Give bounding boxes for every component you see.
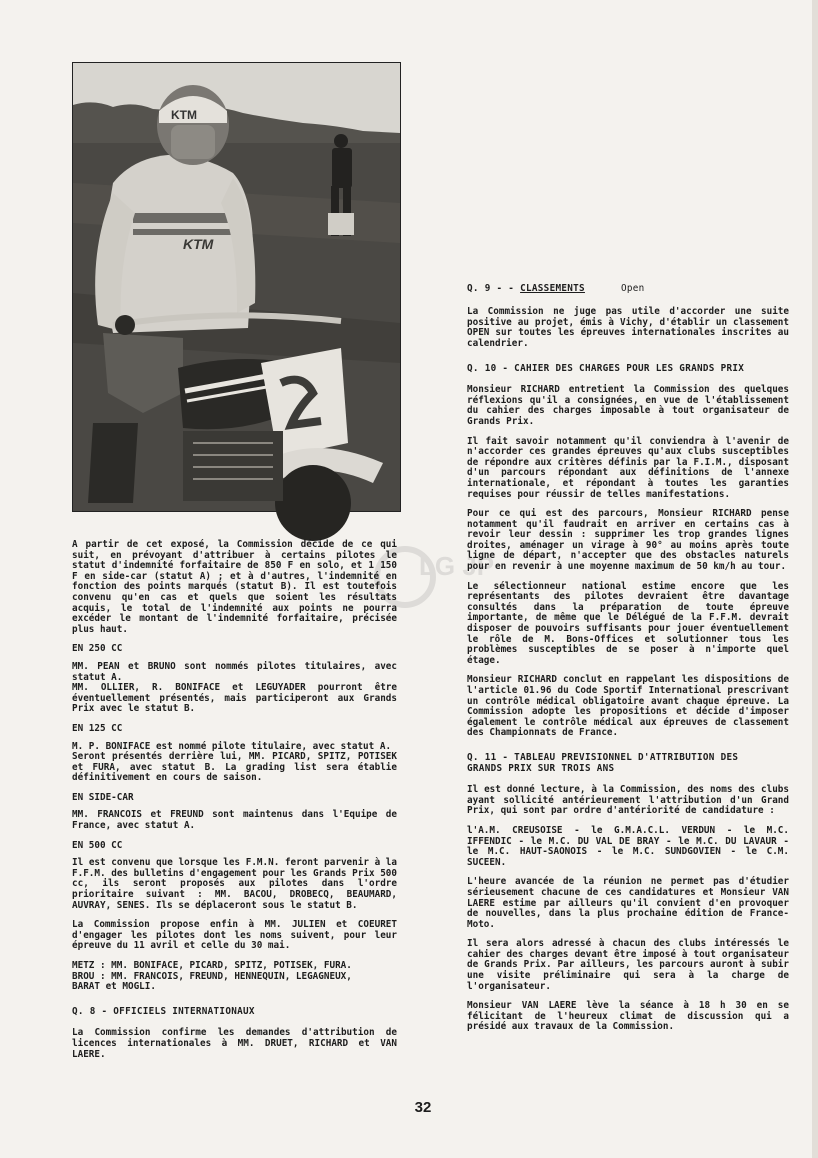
helmet-logo: KTM [171, 108, 197, 122]
q8-heading: Q. 8 - OFFICIELS INTERNATIONAUX [72, 1005, 255, 1017]
intro-paragraph: A partir de cet exposé, la Commission décide de ce qui suit, en prévoyant d'attribuer à certains pilotes le statut d'indemnité forfaitaire de 850 F en solo, et 1 150 F en side-car (statut A) ; et à d'autres, l'indemnité en fonction des points marqués (statut B). Il est toutefois convenu qu'en cas et quels que soient les résultats acquis, le total de l'indemnité aux points ne pourra excéder le montant de l'indemnité forfaitaire, précisée plus haut. [72, 539, 397, 635]
en125-paragraph: M. P. BONIFACE est nommé pilote titulaire, avec statut A. Seront présentés derrière lui, MM. PICARD, SPITZ, POTISEK et FURA, avec statut B. La grading list sera établie définitivement en cours de saison. [72, 740, 397, 784]
en500-heading: EN 500 CC [72, 839, 123, 851]
q10-paragraph-5: Monsieur RICHARD conclut en rappelant les dispositions de l'article 01.96 du Code Sportif International prescrivant un contrôle médical obligatoire avant chaque épreuve. La Commission adopte les propositions et décide d'imposer également le contrôle médical aux épreuves de classement des Championnats de France. [467, 674, 789, 739]
q11-paragraph-1: Il est donné lecture, à la Commission, des noms des clubs ayant sollicité antérieurement l'attribution d'un Grand Prix, qui sont par ordre d'antériorité de candidature : [467, 784, 789, 817]
q11-paragraph-3: L'heure avancée de la réunion ne permet pas d'étudier sérieusement chacune de ces candidatures et Monsieur VAN LAERE estime par ailleurs qu'il convient d'en provoquer de nouvelles, dans la plus prochaine édition de France-Moto. [467, 876, 789, 930]
page-number: 32 [414, 1099, 432, 1116]
q11-paragraph-4: Il sera alors adressé à chacun des clubs intéressés le cahier des charges devant être imposé à tout organisateur de Grands Prix. Par ailleurs, les parcours auront à subir une visite préliminaire qui sera à la charge de l'organisateur. [467, 938, 789, 992]
q10-paragraph-4: Le sélectionneur national estime encore que les représentants des pilotes devraient être davantage consultés dans la préparation de toute épreuve importante, de même que le Délégué de la F.F.M. devrait disposer de pouvoirs suffisants pour jouer éventuellement le rôle de M. Bons-Offices et solutionner tous les problèmes susceptibles de se poser à n'importe quel étage. [467, 580, 789, 666]
q10-paragraph-2: Il fait savoir notamment qu'il conviendra à l'avenir de n'accorder ces grandes épreuves qu'aux clubs susceptibles de répondre aux critères définis par la F.I.M., disposant d'un parcours répondant aux définitions de l'annexe internationale, et répondant à toutes les garanties requises pour réussir de telles manifestations. [467, 435, 789, 500]
q10-heading: Q. 10 - CAHIER DES CHARGES POUR LES GRANDS PRIX [467, 362, 745, 374]
jersey-logo: KTM [183, 236, 214, 252]
watermark-text: LG JP [419, 551, 495, 581]
q9-prefix: Q. 9 - - [467, 282, 521, 294]
julien-paragraph: La Commission propose enfin à MM. JULIEN et COEURET d'engager les pilotes dont les noms suivent, pour leur épreuve du 11 avril et celle du 30 mai. [72, 919, 397, 952]
page-edge [812, 0, 818, 1158]
metz-brou-list: METZ : MM. BONIFACE, PICARD, SPITZ, POTISEK, FURA. BROU : MM. FRANCOIS, FREUND, HENNEQUIN, LEGAGNEUX, BARAT et MOGLI. [72, 960, 352, 993]
en250-heading: EN 250 CC [72, 643, 123, 655]
q9-heading [467, 273, 789, 294]
q11-paragraph-5: Monsieur VAN LAERE lève la séance à 18 h 30 en se félicitant de l'heureux climat de discussion qui a présidé aux travaux de la Commission. [467, 1000, 789, 1033]
sidecar-heading: EN SIDE-CAR [72, 791, 134, 803]
q10-paragraph-3: Pour ce qui est des parcours, Monsieur RICHARD pense notamment qu'il faudrait en arriver en certains cas à revoir leur dessin : supprimer les trop grandes lignes droites, aménager un virage à 90° au moins après toute ligne de départ, n'accepter que des obstacles naturels pour en revenir à une moyenne maximum de 50 km/h au tour. [467, 508, 789, 573]
q9-open-label: Open [620, 282, 645, 294]
q10-paragraph-1: Monsieur RICHARD entretient la Commission des quelques réflexions qu'il a consignées, en vue de l'établissement du cahier des charges imposable à tout organisateur de Grands Prix. [467, 384, 789, 427]
en500-paragraph: Il est convenu que lorsque les F.M.N. feront parvenir à la F.F.M. des bulletins d'engagement pour les Grands Prix 500 cc, ils seront proposés aux pilotes dans l'ordre prioritaire suivant : MM. BACOU, DROBECQ, BEAUMARD, AUVRAY, SENES. Ils se déplaceront sous le statut B. [72, 857, 397, 911]
q9-paragraph: La Commission ne juge pas utile d'accorder une suite positive au projet, émis à Vichy, d'établir un classement OPEN sur toutes les épreuves internationales inscrites au calendrier. [467, 306, 789, 349]
q11-paragraph-2: l'A.M. CREUSOISE - le G.M.A.C.L. VERDUN - le M.C. IFFENDIC - le M.C. DU VAL DE BRAY - le M.C. DU LAVAUR - le M.C. HAUT-SAONOIS - le M.C. SUNDGOVIEN - le C.M. SUCEEN. [467, 824, 789, 868]
rider-photo [72, 62, 401, 512]
rider-photo-drawing [73, 63, 400, 511]
q9-title: CLASSEMENTS [520, 282, 585, 294]
en250-paragraph: MM. PEAN et BRUNO sont nommés pilotes titulaires, avec statut A. MM. OLLIER, R. BONIFACE et LEGUYADER pourront être éventuellement présentés, mais participeront aux Grands Prix avec le statut B. [72, 660, 397, 715]
q11-heading: Q. 11 - TABLEAU PREVISIONNEL D'ATTRIBUTION DES GRANDS PRIX SUR TROIS ANS [467, 751, 739, 774]
sidecar-paragraph: MM. FRANCOIS et FREUND sont maintenus dans l'Equipe de France, avec statut A. [72, 809, 397, 832]
q8-paragraph: La Commission confirme les demandes d'attribution de licences internationales à MM. DRUET, RICHARD et VAN LAERE. [72, 1027, 397, 1060]
left-column [72, 540, 397, 1069]
right-column [467, 273, 789, 1042]
en125-heading: EN 125 CC [72, 722, 123, 734]
